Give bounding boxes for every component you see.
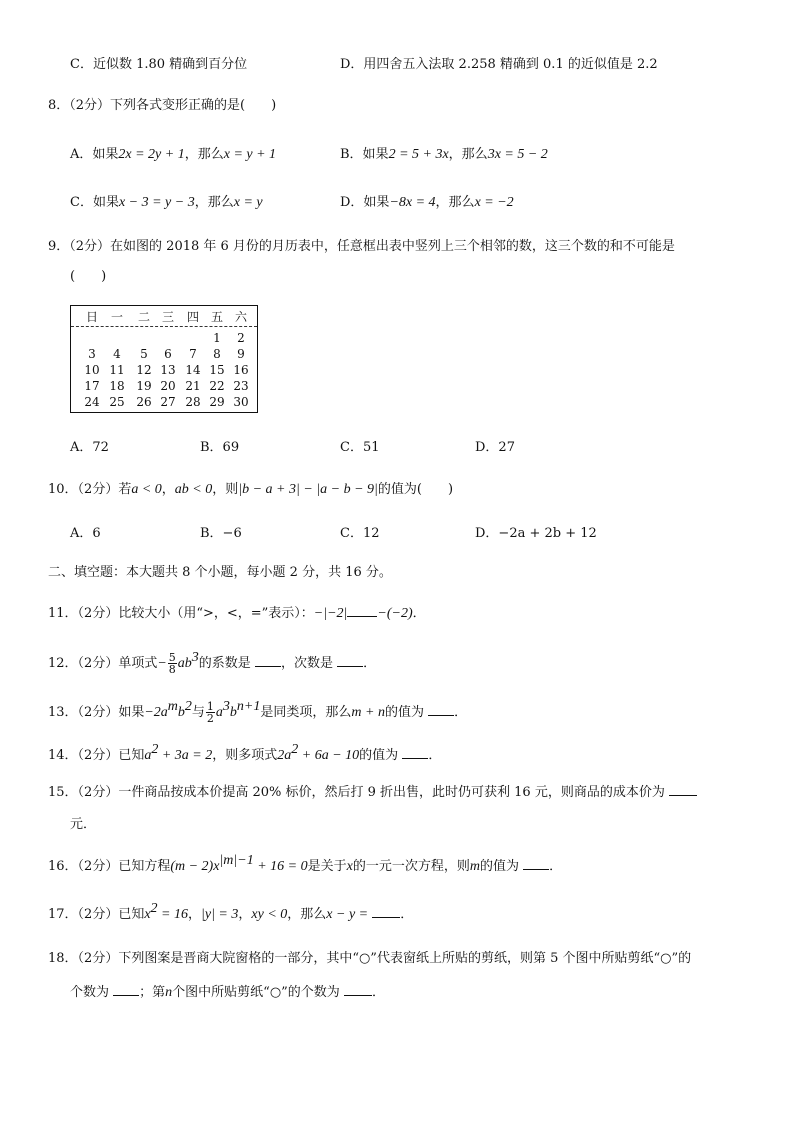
q16-m: m: [469, 859, 480, 874]
q17-end: ．: [400, 907, 414, 922]
q17: [48, 901, 414, 924]
q12-ab: ab: [177, 656, 192, 671]
q9-option-c: C．51: [340, 440, 380, 455]
q11-end: ．: [412, 606, 426, 621]
calendar-day: 1: [213, 331, 221, 345]
q12-frac-den: 8: [168, 663, 176, 676]
q12-end: ．: [363, 656, 377, 671]
q11-right: −(−2): [377, 606, 413, 621]
q18-line2-post: 个图中所贴剪纸“○”的个数为: [172, 985, 340, 1000]
q10-option-b: B．−6: [200, 526, 242, 541]
q17-mid: ，那么: [287, 907, 327, 922]
q16-eq-exp: |m|−1: [219, 853, 254, 868]
q12-frac-num: 5: [168, 651, 176, 664]
q8-b-eq2: 3x = 5 − 2: [487, 147, 548, 162]
calendar-weekday: 二: [137, 310, 150, 324]
q9-stem-paren: ( ): [70, 269, 107, 284]
q10-mid: ，则: [212, 482, 239, 497]
q12-pre: 12．（2分）单项式: [48, 656, 158, 671]
q13-term1-b: b: [177, 705, 185, 720]
q13-mid: 是同类项，那么: [260, 705, 352, 720]
q11-left: −|−2|: [313, 606, 348, 621]
q13-frac-den: 2: [206, 712, 214, 725]
q13-term2: a: [215, 705, 223, 720]
q7-option-d: D．用四舍五入法取 2.258 精确到 0.1 的近似值是 2.2: [340, 57, 658, 72]
q17-answer-blank[interactable]: [372, 905, 400, 918]
q10-cond1: a < 0: [131, 482, 162, 497]
calendar-day: 2: [237, 331, 245, 345]
q9-option-b: B．69: [200, 440, 240, 455]
q8-d-mid: ，那么: [435, 195, 475, 210]
q12-exp: 3: [191, 650, 199, 665]
q13-pre: 13．（2分）如果: [48, 705, 145, 720]
calendar-day: 29: [209, 395, 225, 409]
q8-c-eq1: x − 3 = y − 3: [118, 195, 195, 210]
q17-sep1: ，: [188, 907, 202, 922]
calendar-day: 16: [233, 363, 249, 377]
q8-a-eq2: x = y + 1: [223, 147, 277, 162]
q13: [48, 701, 467, 724]
calendar-day: 25: [109, 395, 125, 409]
calendar-weekday: 六: [234, 310, 247, 324]
q8-option-d: [340, 194, 514, 212]
q13-mn: m + n: [351, 705, 385, 720]
q16-x: x: [346, 859, 353, 874]
q12: [48, 652, 376, 675]
calendar-weekday: 日: [85, 310, 98, 324]
q10-pre: 10．（2分）若: [48, 482, 132, 497]
q16-eq-a: (m − 2)x: [170, 859, 220, 874]
q17-pre: 17．（2分）已知: [48, 907, 145, 922]
q12-mid2: ，次数是: [280, 656, 333, 671]
q17-c1-exp: 2: [150, 901, 158, 916]
calendar-day: 13: [160, 363, 176, 377]
q10-expr: |b − a + 3| − |a − b − 9|: [238, 482, 378, 497]
q13-term2-exp2: n+1: [236, 699, 261, 714]
calendar-day: 28: [185, 395, 201, 409]
q10-option-c: C．12: [340, 526, 380, 541]
q12-degree-blank[interactable]: [337, 654, 363, 667]
q8-a-mid: ，那么: [184, 147, 224, 162]
q18-line2: [70, 983, 385, 1002]
q14-cond-exp: 2: [151, 742, 159, 757]
q10-cond2: ab < 0: [174, 482, 213, 497]
calendar-day: 6: [164, 347, 172, 361]
q17-c1-rest: = 16: [157, 907, 188, 922]
q8-a-label: A．如果: [70, 147, 119, 162]
q17-c2: |y| = 3: [201, 907, 239, 922]
q12-mid: 的系数是: [198, 656, 251, 671]
q8-a-eq1: 2x = 2y + 1: [118, 147, 185, 162]
calendar-day: 8: [213, 347, 221, 361]
q13-post: 的值为: [384, 705, 424, 720]
q16-post: 的值为: [479, 859, 519, 874]
q7-option-c: C．近似数 1.80 精确到百分位: [70, 57, 248, 72]
q11-pre: 11．（2分）比较大小（用“>，<，=”表示）：: [48, 606, 314, 621]
calendar-weekday: 一: [110, 310, 123, 324]
q14-answer-blank[interactable]: [402, 746, 428, 759]
q14-mid: ，则多项式: [212, 748, 278, 763]
q16-end: ．: [549, 859, 563, 874]
q13-fraction: [206, 701, 215, 724]
q13-frac-num: 1: [206, 700, 214, 713]
q8-d-eq1: −8x = 4: [389, 195, 436, 210]
q17-sep2: ，: [238, 907, 252, 922]
q15-line1: [48, 783, 697, 802]
q16-mid2: 的一元一次方程，则: [352, 859, 470, 874]
q16: [48, 853, 563, 876]
calendar-weekday: 四: [186, 310, 199, 324]
calendar-table: [70, 305, 258, 413]
q14-post: 的值为: [359, 748, 399, 763]
q17-c1-a: x: [144, 907, 151, 922]
calendar-day: 22: [209, 379, 225, 393]
calendar-day: 26: [136, 395, 152, 409]
section-2-heading: 二、填空题：本大题共 8 个小题，每小题 2 分，共 16 分。: [48, 565, 392, 580]
calendar-day: 24: [84, 395, 100, 409]
q12-coefficient-blank[interactable]: [255, 654, 281, 667]
q13-answer-blank[interactable]: [428, 703, 454, 716]
q15-line2: 元．: [70, 817, 97, 832]
calendar-day: 10: [84, 363, 100, 377]
q10-option-d: D．−2a + 2b + 12: [475, 526, 597, 541]
q13-term1-exp1: m: [167, 699, 178, 714]
q16-pre: 16．（2分）已知方程: [48, 859, 171, 874]
q15-answer-blank[interactable]: [669, 783, 697, 796]
q14-cond-a: a: [144, 748, 152, 763]
q13-term1: −2a: [144, 705, 168, 720]
q16-answer-blank[interactable]: [523, 857, 549, 870]
q13-end: ．: [454, 705, 468, 720]
q8-c-label: C．如果: [70, 195, 119, 210]
q16-eq-b: + 16 = 0: [253, 859, 308, 874]
q16-mid: 是关于: [307, 859, 347, 874]
q10-stem: [48, 481, 453, 499]
q13-with: 与: [191, 705, 205, 720]
q14: [48, 742, 442, 765]
q11-answer-blank[interactable]: [347, 604, 377, 617]
calendar-day: 23: [233, 379, 249, 393]
q9-stem: 9．（2分）在如图的 2018 年 6 月份的月历表中，任意框出表中竖列上三个相邻的数，这三个数的和不可能是: [48, 239, 675, 254]
calendar-day: 17: [84, 379, 100, 393]
calendar-day: 3: [88, 347, 96, 361]
q10-sep: ，: [161, 482, 175, 497]
q14-poly-exp: 2: [291, 742, 299, 757]
q14-cond-rest: + 3a = 2: [158, 748, 213, 763]
q10-post: 的值为( ): [377, 482, 454, 497]
q11: [48, 604, 426, 623]
calendar-day: 7: [189, 347, 197, 361]
q8-stem: 8．（2分）下列各式变形正确的是( ): [48, 98, 277, 113]
q18-line2-mid: ；第: [139, 985, 166, 1000]
q13-term2-exp1: 3: [222, 699, 230, 714]
calendar-day: 9: [237, 347, 245, 361]
calendar-day: 27: [160, 395, 176, 409]
q8-option-c: [70, 194, 263, 212]
q8-c-eq2: x = y: [233, 195, 263, 210]
q14-pre: 14．（2分）已知: [48, 748, 145, 763]
q18-line1: 18．（2分）下列图案是晋商大院窗格的一部分，其中“○”代表窗纸上所贴的剪纸，则第 5 个图中所贴剪纸“○”的: [48, 951, 692, 966]
calendar-day: 11: [109, 363, 125, 377]
q18-answer-blank-2[interactable]: [344, 983, 372, 996]
calendar-day: 5: [140, 347, 148, 361]
calendar-weekday: 五: [210, 310, 223, 324]
q13-term1-exp2: 2: [184, 699, 192, 714]
q8-d-eq2: x = −2: [474, 195, 514, 210]
q18-n: n: [165, 985, 173, 1000]
calendar-day: 20: [160, 379, 176, 393]
calendar-day: 4: [113, 347, 121, 361]
calendar-day: 15: [209, 363, 225, 377]
q14-poly-a: 2a: [277, 748, 292, 763]
calendar-day: 14: [185, 363, 201, 377]
q12-sign: −: [157, 656, 167, 671]
q18-line2-pre: 个数为: [70, 985, 110, 1000]
q8-option-a: [70, 146, 276, 164]
q17-expr: x − y =: [326, 907, 369, 922]
q14-poly-rest: + 6a − 10: [298, 748, 360, 763]
q8-b-mid: ，那么: [448, 147, 488, 162]
q9-option-a: A．72: [70, 440, 109, 455]
calendar-weekday: 三: [161, 310, 174, 324]
q8-b-label: B．如果: [340, 147, 389, 162]
calendar-day: 19: [136, 379, 152, 393]
q14-end: ．: [428, 748, 442, 763]
q8-option-b: [340, 146, 548, 164]
q18-answer-blank-1[interactable]: [113, 983, 139, 996]
q12-fraction: [168, 652, 177, 675]
q8-c-mid: ，那么: [194, 195, 234, 210]
calendar-day: 18: [109, 379, 125, 393]
q15-text: 15．（2分）一件商品按成本价提高 20% 标价，然后打 9 折出售，此时仍可获利 16 元，则商品的成本价为: [48, 785, 665, 800]
calendar-day: 12: [136, 363, 152, 377]
q10-option-a: A．6: [70, 526, 101, 541]
q13-term2-b: b: [229, 705, 237, 720]
q18-end: ．: [371, 985, 385, 1000]
q17-c3: xy < 0: [251, 907, 288, 922]
calendar-day: 21: [185, 379, 201, 393]
q8-d-label: D．如果: [340, 195, 390, 210]
q8-b-eq1: 2 = 5 + 3x: [388, 147, 449, 162]
q9-option-d: D．27: [475, 440, 515, 455]
calendar-day: 30: [233, 395, 249, 409]
